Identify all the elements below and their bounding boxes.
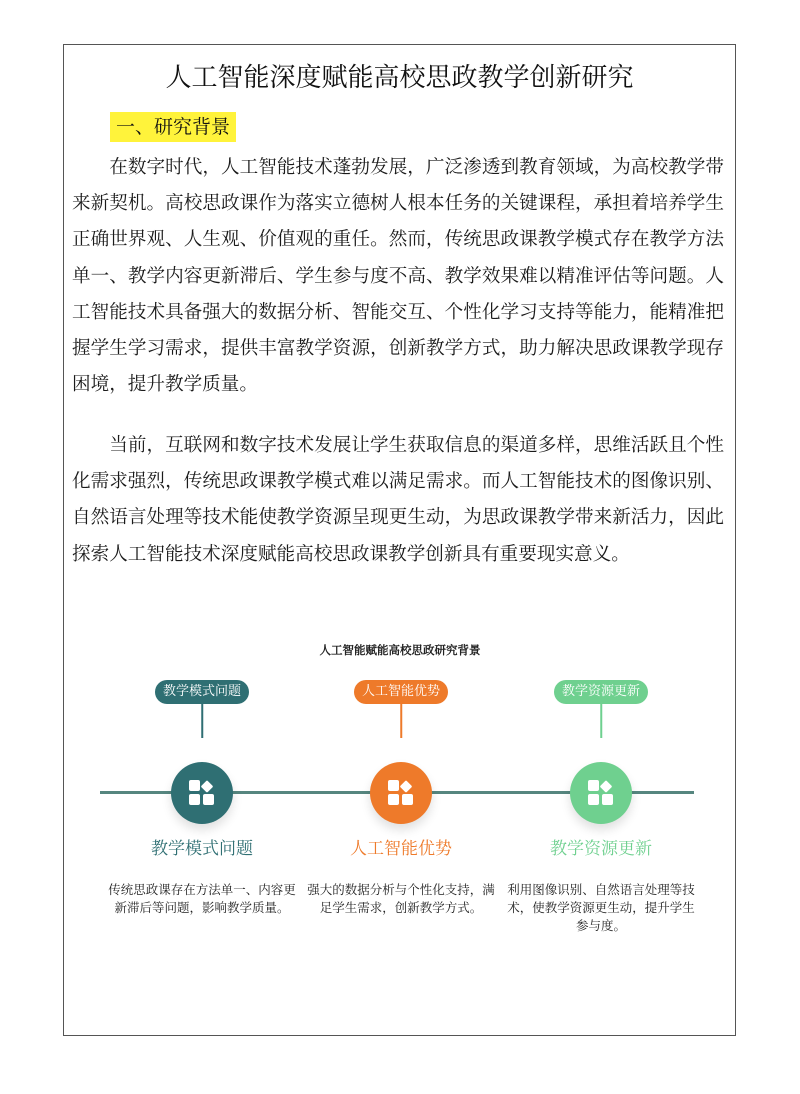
pill-label-ai-advantage: 人工智能优势 [354, 680, 448, 704]
app-grid-icon [188, 779, 216, 807]
description-ai-advantage: 强大的数据分析与个性化支持，满足学生需求，创新教学方式。 [307, 882, 495, 915]
description-resource-update: 利用图像识别、自然语言处理等技术，使教学资源更生动，提升学生参与度。 [507, 882, 695, 933]
app-grid-icon [587, 779, 615, 807]
circle-teaching-mode [171, 762, 233, 824]
paragraph: 当前，互联网和数字技术发展让学生获取信息的渠道多样，思维活跃且个性化需求强烈，传统思政课教学模式难以满足需求。而人工智能技术的图像识别、自然语言处理等技术能使教学资源呈现更生动，为思政课教学带来新活力，因此探索人工智能技术深度赋能高校思政课教学创新具有重要现实意义。 [72, 435, 724, 565]
connector-stem [600, 704, 602, 738]
app-grid-icon [387, 779, 415, 807]
document-title: 人工智能深度赋能高校思政教学创新研究 [165, 63, 634, 93]
connector-stem [201, 704, 203, 738]
circle-ai-advantage [370, 762, 432, 824]
circle-resource-update [570, 762, 632, 824]
section-heading: 一、研究背景 [110, 112, 236, 142]
heading-resource-update: 教学资源更新 [550, 839, 652, 859]
pill-label-resource-update: 教学资源更新 [554, 680, 648, 704]
paragraph: 在数字时代，人工智能技术蓬勃发展，广泛渗透到教育领域，为高校教学带来新契机。高校思政课作为落实立德树人根本任务的关键课程，承担着培养学生正确世界观、人生观、价值观的重任。然而，传统思政课教学模式存在教学方法单一、教学内容更新滞后、学生参与度不高、教学效果难以精准评估等问题。人工智能技术具备强大的数据分析、智能交互、个性化学习支持等能力，能精准把握学生学习需求，提供丰富教学资源，创新教学方式，助力解决思政课教学现存困境，提升教学质量。 [72, 157, 724, 396]
heading-teaching-mode: 教学模式问题 [151, 839, 253, 859]
infographic-title: 人工智能赋能高校思政研究背景 [319, 643, 481, 657]
pill-label-teaching-mode: 教学模式问题 [155, 680, 249, 704]
connector-stem [400, 704, 402, 738]
infographic [72, 636, 728, 956]
heading-ai-advantage: 人工智能优势 [350, 839, 452, 859]
description-teaching-mode: 传统思政课存在方法单一、内容更新滞后等问题，影响教学质量。 [108, 882, 296, 915]
